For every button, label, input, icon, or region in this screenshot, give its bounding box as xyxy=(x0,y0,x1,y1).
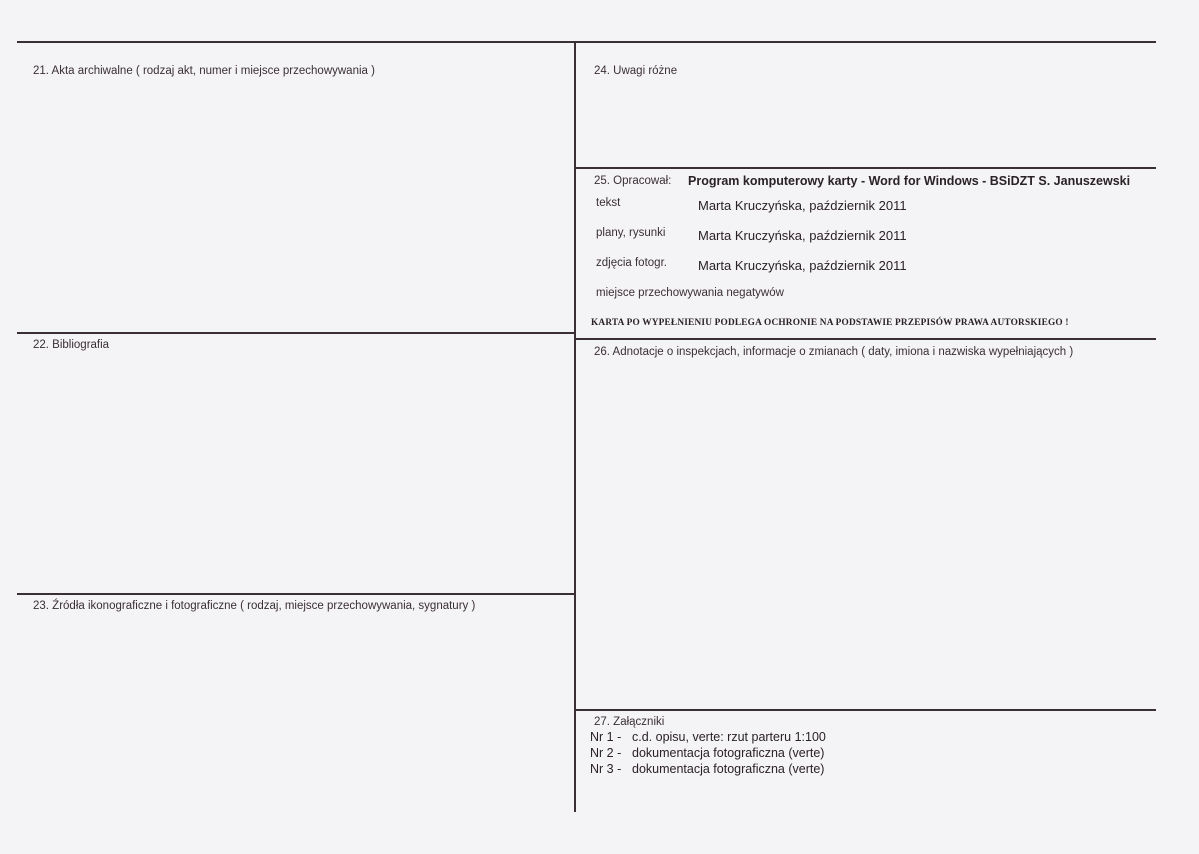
right-divider-27 xyxy=(576,709,1156,711)
left-divider-22 xyxy=(17,332,574,334)
author-label: plany, rysunki xyxy=(596,227,666,239)
left-divider-23 xyxy=(17,593,574,595)
author-value: Marta Kruczyńska, październik 2011 xyxy=(698,228,907,243)
author-value: Marta Kruczyńska, październik 2011 xyxy=(698,258,907,273)
attachment-number: Nr 2 - xyxy=(590,746,622,760)
attachment-number: Nr 1 - xyxy=(590,730,622,744)
top-border-line xyxy=(17,41,1156,43)
attachment-text: c.d. opisu, verte: rzut parteru 1:100 xyxy=(632,730,826,744)
author-value: Marta Kruczyńska, październik 2011 xyxy=(698,198,907,213)
section-25-heading: 25. Opracował: xyxy=(594,175,672,187)
section-22-heading: 22. Bibliografia xyxy=(33,339,110,351)
attachment-text: dokumentacja fotograficzna (verte) xyxy=(632,762,825,776)
author-label: zdjęcia fotogr. xyxy=(596,257,667,269)
attachment-number: Nr 3 - xyxy=(590,762,622,776)
section-26-heading: 26. Adnotacje o inspekcjach, informacje o zmianach ( daty, imiona i nazwiska wypełniających ) xyxy=(594,346,1074,358)
section-21-heading: 21. Akta archiwalne ( rodzaj akt, numer i miejsce przechowywania ) xyxy=(33,65,375,77)
section-23-heading: 23. Źródła ikonograficzne i fotograficzne ( rodzaj, miejsce przechowywania, sygnatury ) xyxy=(33,600,476,612)
negatives-storage-label: miejsce przechowywania negatywów xyxy=(596,287,784,299)
right-divider-25 xyxy=(576,167,1156,169)
author-label: tekst xyxy=(596,197,621,209)
section-27-heading: 27. Załączniki xyxy=(594,716,665,728)
attachment-text: dokumentacja fotograficzna (verte) xyxy=(632,746,825,760)
program-credit: Program komputerowy karty - Word for Windows - BSiDZT S. Januszewski xyxy=(688,174,1131,188)
center-divider-line xyxy=(574,42,576,812)
section-24-heading: 24. Uwagi różne xyxy=(594,65,678,77)
copyright-notice: KARTA PO WYPEŁNIENIU PODLEGA OCHRONIE NA PODSTAWIE PRZEPISÓW PRAWA AUTORSKIEGO ! xyxy=(591,318,1069,328)
right-divider-26 xyxy=(576,338,1156,340)
